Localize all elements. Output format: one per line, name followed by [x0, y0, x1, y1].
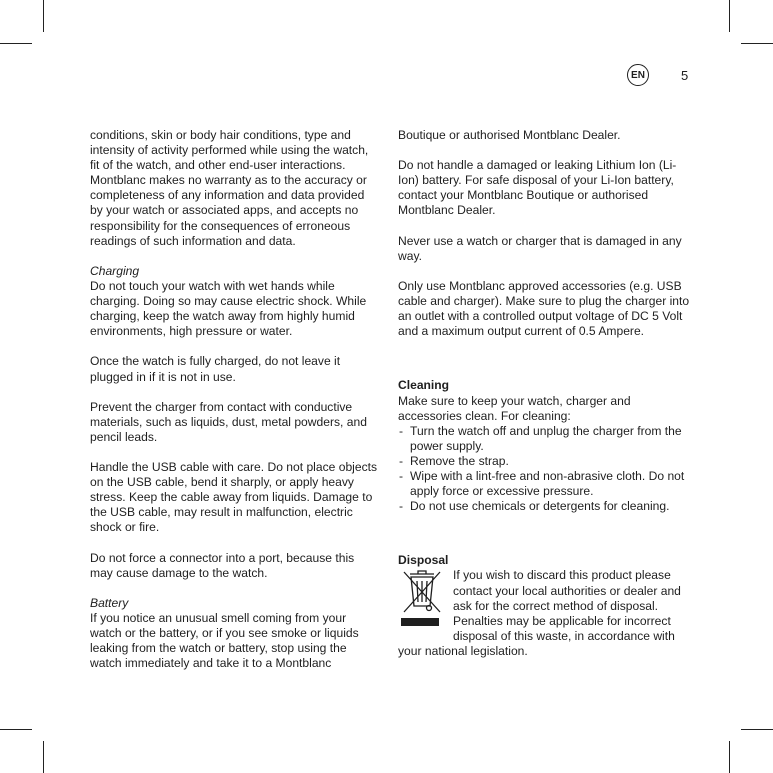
intro-paragraph: conditions, skin or body hair conditions, type and intensity of activity performed while using the watch, fit of the watch, and other end-user interactions. Montblanc makes no warranty as to the accuracy or completeness of any information and data provided by your watch or associated apps, and accepts no responsibility for the consequences of erroneous readings of such information and data.	[90, 128, 369, 248]
list-item: - Remove the strap.	[398, 454, 690, 469]
crop-mark	[741, 729, 773, 730]
page-header	[627, 64, 688, 86]
battery-heading: Battery	[90, 595, 129, 610]
disposal-heading: Disposal	[398, 553, 449, 568]
battery-paragraph: Never use a watch or charger that is damaged in any way.	[398, 233, 682, 263]
charging-paragraph: Prevent the charger from contact with conductive materials, such as liquids, dust, metal powders, and pencil leads.	[90, 399, 367, 444]
charging-heading: Charging	[90, 263, 140, 278]
cleaning-list	[398, 424, 690, 515]
left-column	[90, 128, 380, 671]
cleaning-intro: Make sure to keep your watch, charger and accessories clean. For cleaning:	[398, 393, 631, 423]
page-number: 5	[681, 67, 689, 83]
crop-mark	[0, 729, 32, 730]
battery-paragraph: Only use Montblanc approved accessories (e.g. USB cable and charger). Make sure to plug the charger into an outlet with a controlled output voltage of DC 5 Volt and a maximum output current of 0.5 Ampere.	[398, 278, 690, 339]
language-badge: EN	[627, 64, 649, 86]
crop-mark	[741, 43, 773, 44]
battery-paragraph: Do not handle a damaged or leaking Lithium Ion (Li-Ion) battery. For safe disposal of your Li-Ion battery, contact your Montblanc Boutique or authorised Montblanc Dealer.	[398, 158, 677, 218]
crop-mark	[43, 741, 44, 773]
disposal-section	[398, 568, 690, 659]
right-column	[398, 128, 690, 659]
list-item: - Do not use chemicals or detergents for cleaning.	[398, 499, 690, 514]
crossed-out-wheelie-bin-icon	[398, 568, 446, 630]
charging-paragraph: Handle the USB cable with care. Do not place objects on the USB cable, bend it sharply, or apply heavy stress. Keep the cable away from liquids. Damage to the USB cable, may result in malfunction, electric shock or fire.	[90, 460, 378, 535]
charging-paragraph: Do not force a connector into a port, because this may cause damage to the watch.	[90, 550, 355, 580]
crop-mark	[729, 0, 730, 32]
cleaning-heading: Cleaning	[398, 378, 450, 393]
crop-mark	[729, 741, 730, 773]
list-item: - Turn the watch off and unplug the charger from the power supply.	[398, 424, 690, 454]
battery-paragraph: If you notice an unusual smell coming from your watch or the battery, or if you see smoke or liquids leaking from the watch or battery, stop using the watch immediately and take it to a Montblanc	[90, 611, 359, 671]
list-item: - Wipe with a lint-free and non-abrasive cloth. Do not apply force or excessive pressure.	[398, 469, 690, 499]
charging-paragraph: Once the watch is fully charged, do not leave it plugged in if it is not in use.	[90, 354, 341, 384]
battery-paragraph: Boutique or authorised Montblanc Dealer.	[398, 128, 621, 142]
disposal-paragraph: If you wish to discard this product please contact your local authorities or dealer and ask for the correct method of disposal. Penalties may be applicable for incorrect disposal of this waste, in accordance with your national legislation.	[398, 568, 681, 658]
crop-mark	[43, 0, 44, 32]
charging-paragraph: Do not touch your watch with wet hands while charging. Doing so may cause electric shock. While charging, keep the watch away from highly humid environments, high pressure or water.	[90, 278, 367, 339]
crop-mark	[0, 43, 32, 44]
